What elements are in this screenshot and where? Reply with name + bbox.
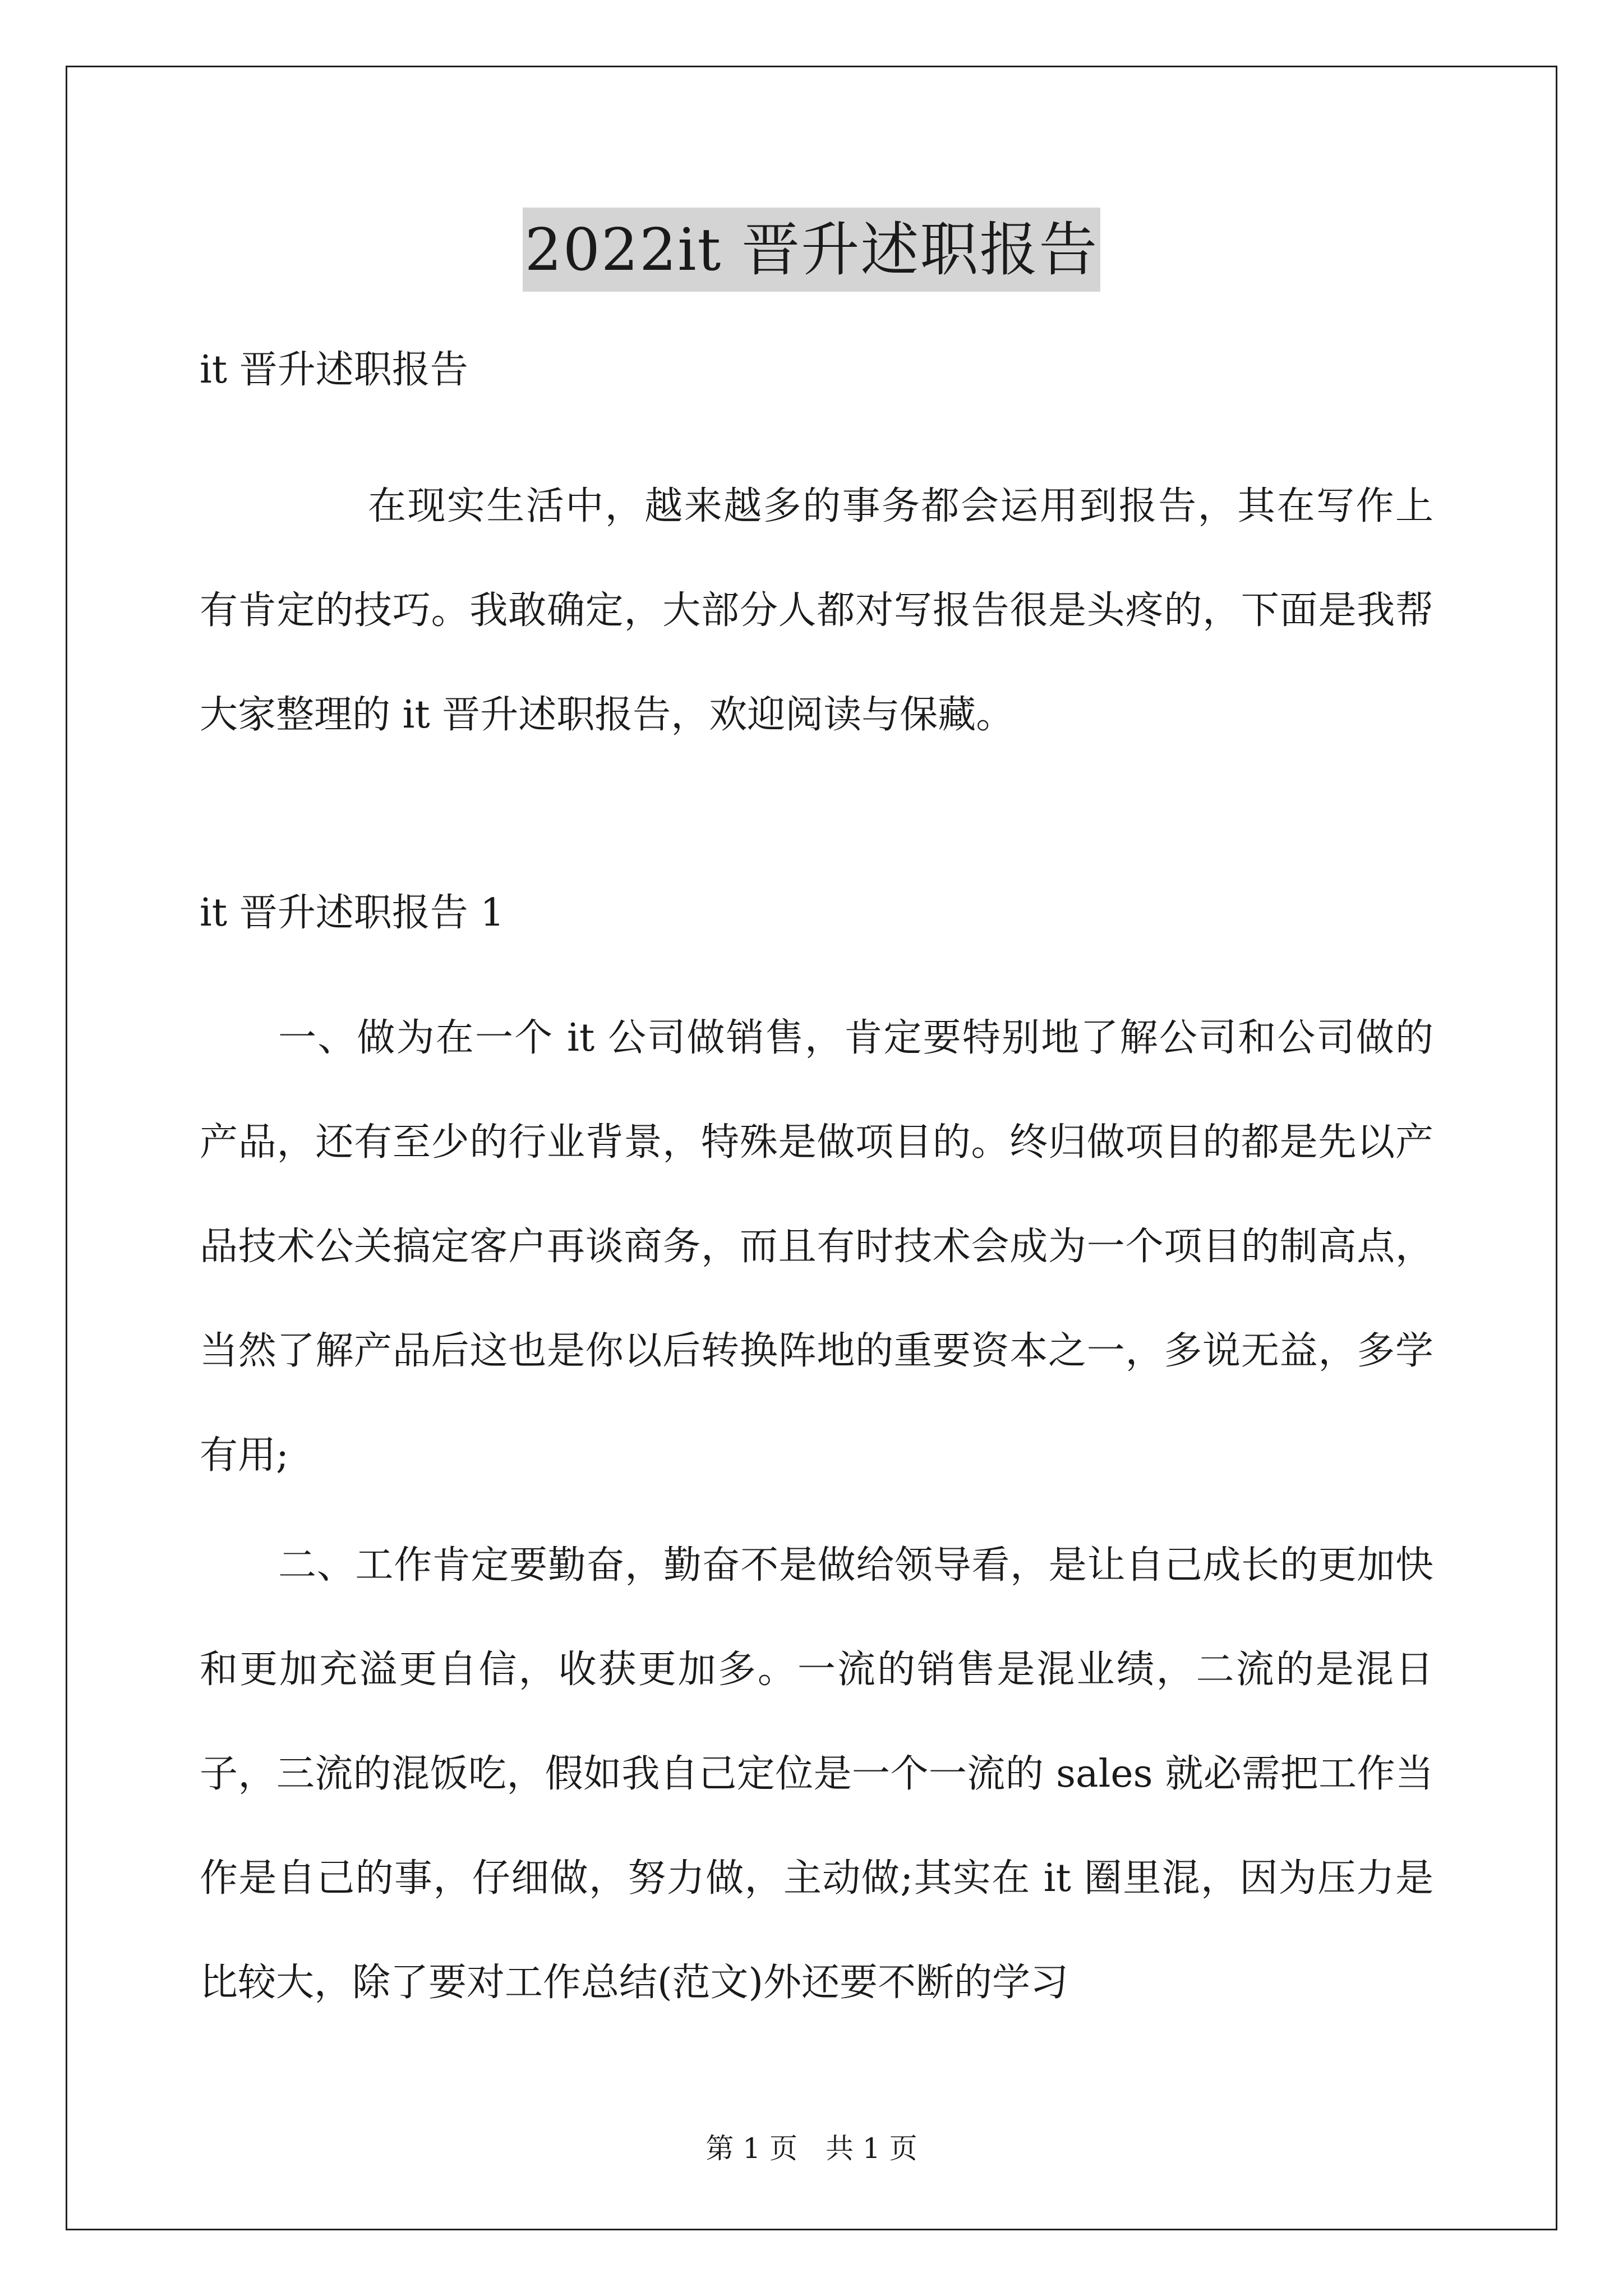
intro-paragraph: 在现实生活中，越来越多的事务都会运用到报告，其在写作上有肯定的技巧。我敢确定，大部分人都对写报告很是头疼的，下面是我帮大家整理的 it 晋升述职报告，欢迎阅读与保藏。 — [200, 484, 1433, 737]
document-title: 2022it 晋升述职报告 — [523, 208, 1101, 292]
body-paragraph-1: 一、做为在一个 it 公司做销售，肯定要特别地了解公司和公司做的产品，还有至少的行业背景，特殊是做项目的。终归做项目的都是先以产品技术公关搞定客户再谈商务，而且有时技术会成为一个项目的制高点，当然了解产品后这也是你以后转换阵地的重要资本之一，多说无益，多学有用; — [200, 1016, 1433, 1478]
document-subtitle: it 晋升述职报告 — [200, 348, 468, 392]
body-paragraph-2: 二、工作肯定要勤奋，勤奋不是做给领导看，是让自己成长的更加快和更加充溢更自信，收获更加多。一流的销售是混业绩，二流的是混日子，三流的混饭吃，假如我自己定位是一个一流的 sales 就必需把工作当作是自己的事，仔细做，努力做，主动做;其实在 it 圈里混，因为压力是比较大，除了要对工作总结(范文)外还要不断的学习 — [200, 1543, 1433, 2005]
page-footer: 第 1 页 共 1 页 — [706, 2132, 917, 2165]
document-body — [200, 337, 1433, 2035]
section-heading: it 晋升述职报告 1 — [200, 891, 505, 935]
title-area — [0, 208, 1623, 292]
